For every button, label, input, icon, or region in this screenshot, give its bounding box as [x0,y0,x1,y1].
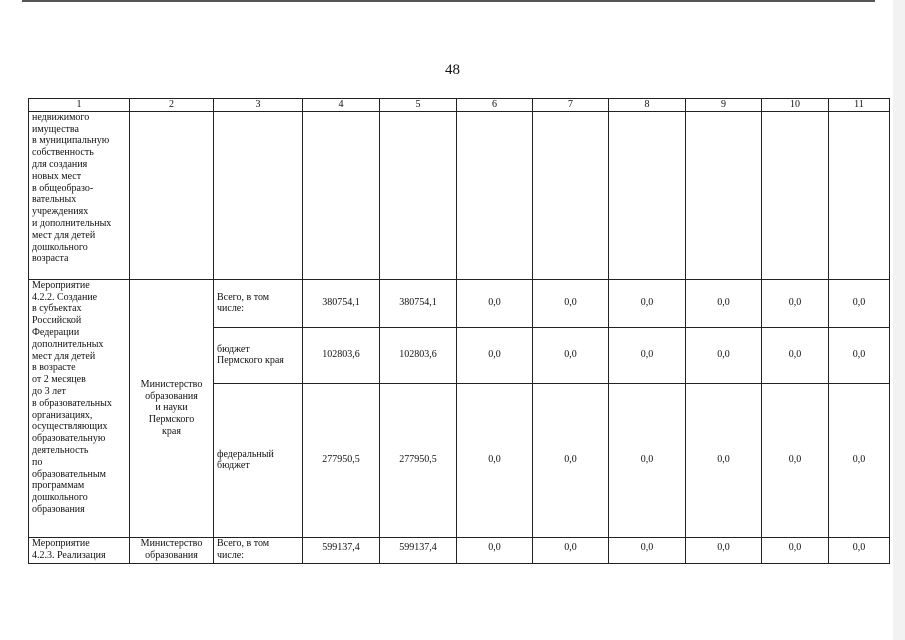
value-cell: 599137,4 [380,537,457,563]
activity-description: недвижимого имущества в муниципальную собственность для создания новых мест в общеобразо- вательных учреждениях и дополнительных мест для детей дошкольного возраста [29,111,130,279]
value-cell: 0,0 [533,537,609,563]
empty-cell [533,111,609,279]
funding-source: федеральный бюджет [214,383,303,537]
header-cell: 3 [214,99,303,112]
empty-cell [457,111,533,279]
empty-cell [762,111,829,279]
budget-table [28,98,890,564]
value-cell: 277950,5 [380,383,457,537]
value-cell: 0,0 [762,537,829,563]
value-cell: 0,0 [762,383,829,537]
value-cell: 277950,5 [303,383,380,537]
value-cell: 0,0 [686,279,762,327]
responsible-executor: Министерство образования [130,537,214,563]
header-cell: 4 [303,99,380,112]
value-cell: 0,0 [686,327,762,383]
value-cell: 0,0 [533,327,609,383]
value-cell: 380754,1 [303,279,380,327]
header-cell: 7 [533,99,609,112]
value-cell: 0,0 [609,327,686,383]
funding-source: Всего, в том числе: [214,537,303,563]
header-cell: 9 [686,99,762,112]
funding-source: бюджет Пермского края [214,327,303,383]
empty-cell [214,111,303,279]
page-number: 48 [445,62,460,78]
value-cell: 0,0 [762,327,829,383]
value-cell: 0,0 [686,383,762,537]
activity-description: Мероприятие 4.2.3. Реализация [29,537,130,563]
header-cell: 6 [457,99,533,112]
value-cell: 0,0 [609,279,686,327]
header-cell: 11 [829,99,890,112]
scan-edge-right [893,0,905,640]
value-cell: 0,0 [457,537,533,563]
value-cell: 0,0 [533,383,609,537]
value-cell: 0,0 [762,279,829,327]
value-cell: 0,0 [457,279,533,327]
empty-cell [686,111,762,279]
value-cell: 0,0 [609,537,686,563]
activity-description: Мероприятие 4.2.2. Создание в субъектах Российской Федерации дополнительных мест для детей в возрасте от 2 месяцев до 3 лет в образовательных организациях, осуществляющих образовательную деятельность по образовательным программам дошкольного образования [29,279,130,537]
value-cell: 599137,4 [303,537,380,563]
table-row [29,111,890,279]
value-cell: 0,0 [533,279,609,327]
empty-cell [380,111,457,279]
value-cell: 0,0 [829,279,890,327]
header-cell: 1 [29,99,130,112]
table-row [29,279,890,327]
funding-source: Всего, в том числе: [214,279,303,327]
value-cell: 0,0 [829,537,890,563]
value-cell: 0,0 [457,383,533,537]
empty-cell [829,111,890,279]
header-cell: 2 [130,99,214,112]
value-cell: 0,0 [457,327,533,383]
value-cell: 102803,6 [380,327,457,383]
responsible-executor: Министерство образования и науки Пермского края [130,279,214,537]
value-cell: 0,0 [829,327,890,383]
table-row [29,537,890,563]
value-cell: 0,0 [609,383,686,537]
value-cell: 102803,6 [303,327,380,383]
empty-cell [609,111,686,279]
empty-cell [130,111,214,279]
scan-edge-top [22,0,875,2]
value-cell: 380754,1 [380,279,457,327]
value-cell: 0,0 [686,537,762,563]
header-cell: 8 [609,99,686,112]
empty-cell [303,111,380,279]
header-cell: 5 [380,99,457,112]
header-cell: 10 [762,99,829,112]
header-row [29,99,890,112]
value-cell: 0,0 [829,383,890,537]
